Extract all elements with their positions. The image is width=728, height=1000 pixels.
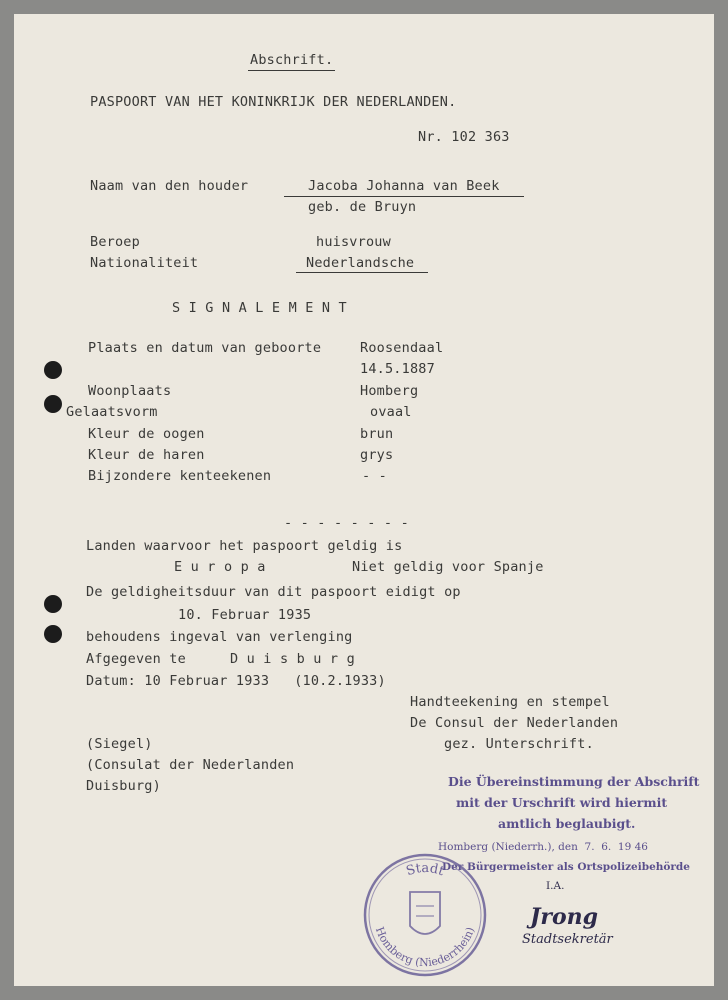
certification-stamp-line: amtlich beglaubigt. (498, 816, 636, 831)
signalement-value: brun (360, 426, 394, 442)
occupation-value: huisvrouw (316, 234, 391, 250)
signalement-value: 14.5.1887 (360, 361, 435, 377)
signature-line: Handteekening en stempel (410, 694, 610, 710)
handwritten-signature: Jrong (530, 904, 599, 930)
signalement-value: Roosendaal (360, 340, 444, 356)
certification-place-date: Homberg (Niederrh.), den 7. 6. 19 46 (438, 841, 648, 853)
issue-date: Datum: 10 Februar 1933 (10.2.1933) (86, 673, 386, 689)
renewal-clause: behoudens ingeval van verlenging (86, 629, 353, 645)
consulate-city: Duisburg) (86, 778, 161, 794)
seal-bottom-text: Homberg (Niederrhein) (372, 925, 478, 970)
holder-maiden-name: geb. de Bruyn (308, 199, 417, 215)
signalement-value: grys (360, 447, 394, 463)
abschrift-heading: Abschrift. (248, 52, 335, 71)
certification-stamp-line: Die Übereinstimmung der Abschrift (448, 774, 700, 789)
holder-name-underline (284, 196, 524, 197)
document-page (14, 14, 714, 986)
valid-region: E u r o p a (174, 559, 266, 575)
passport-number: Nr. 102 363 (418, 129, 510, 145)
punch-hole (44, 595, 62, 613)
certification-stamp-line: mit der Urschrift wird hiermit (456, 795, 668, 810)
signed-line: gez. Unterschrift. (444, 736, 594, 752)
issued-place: D u i s b u r g (230, 651, 355, 667)
seal-line: (Siegel) (86, 736, 153, 752)
document-title: PASPOORT VAN HET KONINKRIJK DER NEDERLANDEN. (90, 94, 457, 110)
seal-top-text: Stadt (404, 860, 447, 880)
holder-name-label: Naam van den houder (90, 178, 249, 194)
signalement-value: - - (362, 468, 387, 484)
countries-label: Landen waarvoor het paspoort geldig is (86, 538, 403, 554)
consul-line: De Consul der Nederlanden (410, 715, 619, 731)
signalement-label: Gelaatsvorm (66, 404, 158, 420)
punch-hole (44, 361, 62, 379)
holder-name-value: Jacoba Johanna van Beek (308, 178, 500, 194)
punch-hole (44, 395, 62, 413)
signalement-label: Kleur de oogen (88, 426, 205, 442)
consulate-line: (Consulat der Nederlanden (86, 757, 295, 773)
signalement-heading: S I G N A L E M E N T (172, 300, 347, 316)
signalement-label: Bijzondere kenteekenen (88, 468, 272, 484)
certification-ia: I.A. (546, 880, 565, 892)
occupation-label: Beroep (90, 234, 140, 250)
signalement-label: Plaats en datum van geboorte (88, 340, 322, 356)
signalement-value: ovaal (370, 404, 412, 420)
municipal-seal (360, 850, 490, 980)
nationality-value: Nederlandsche (306, 255, 415, 271)
issued-label: Afgegeven te (86, 651, 186, 667)
valid-exception: Niet geldig voor Spanje (352, 559, 544, 575)
signalement-label: Woonplaats (88, 383, 172, 399)
signalement-label: Kleur de haren (88, 447, 205, 463)
signalement-value: Homberg (360, 383, 419, 399)
certification-authority: Der Bürgermeister als Ortspolizeibehörde (442, 861, 690, 873)
nationality-label: Nationaliteit (90, 255, 199, 271)
duration-label: De geldigheitsduur van dit paspoort eidigt op (86, 584, 461, 600)
handwritten-title: Stadtsekretär (522, 932, 613, 947)
punch-hole (44, 625, 62, 643)
separator-dashes: - - - - - - - - (284, 515, 409, 531)
nationality-underline (296, 272, 428, 273)
expiry-date: 10. Februar 1935 (178, 607, 312, 623)
